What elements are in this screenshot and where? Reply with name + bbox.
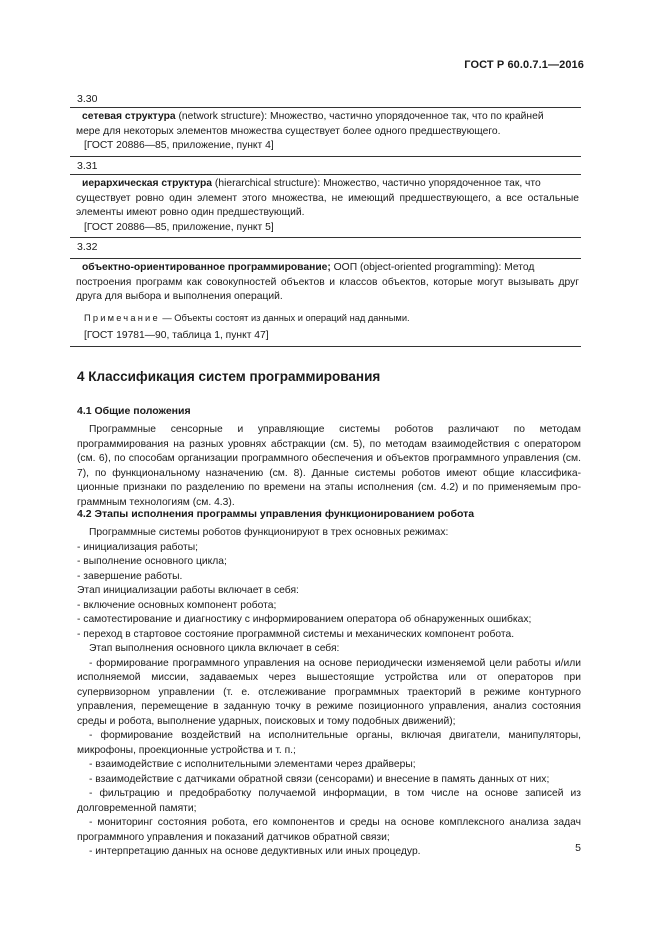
term-number: 3.30 <box>77 93 98 105</box>
list-item: - переход в стартовое состояние программной системы и механических компонент робота. <box>77 628 515 640</box>
definition-continuation: построения программ как совокупностей объектов и классов объектов, которые могут вызывать друг друга для выбора и выполнения операций. <box>76 276 579 302</box>
section-4-2-body <box>77 526 581 860</box>
definition-continuation: существует ровно один элемент этого множества, не имеющий предшествующего, а все остальные элементы имеют ровно один предшествующий. <box>76 192 579 218</box>
list-item: Этап инициализации работы включает в себя: <box>77 585 299 596</box>
term-english: (network structure): <box>175 111 271 122</box>
definition-continuation: мере для некоторых элементов множества существует более одного предшествующего. <box>76 125 501 137</box>
list-item: - инициализация работы; <box>77 541 198 553</box>
term-source: [ГОСТ 20886—85, приложение, пункт 5] <box>84 221 274 233</box>
term-english: ООП (object-oriented programming): <box>330 262 505 273</box>
term-number: 3.32 <box>77 241 98 253</box>
definition-text: Множество, частично упорядоченное так, что по крайней <box>270 111 544 122</box>
definition-text: Множество, частично упорядоченное так, что <box>323 178 541 189</box>
term-name: сетевая структура <box>82 111 176 122</box>
definition-text: Метод <box>504 262 535 273</box>
paragraph: Программные сенсорные и управляющие системы роботов различают по методам программирования на разных уровнях абстракции (см. 5), по методам взаимодействия с оператором (см. 6), по способам организации программного обеспечения и объектов программного управления (см. 7), по функциональному назначению (см. 8). Данные системы роботов имеют общие классификационные признаки по разделению по времени на этапы исполнения (см. 4.2) и по применяемым программным технологиям (см. 4.3). <box>77 424 581 508</box>
list-item: Программные системы роботов функционируют в трех основных режимах: <box>89 527 449 538</box>
term-source: [ГОСТ 20886—85, приложение, пункт 4] <box>84 140 274 151</box>
term-note <box>76 311 579 326</box>
section-4-1-body <box>77 423 581 510</box>
list-item: - взаимодействие с датчиками обратной связи (сенсорами) и внесение в память данных от них; <box>89 773 550 785</box>
list-item: - выполнение основного цикла; <box>77 556 227 567</box>
list-item: Этап выполнения основного цикла включает в себя: <box>89 643 340 654</box>
definition-first-line <box>76 261 579 276</box>
term-source: [ГОСТ 19781—90, таблица 1, пункт 47] <box>84 330 269 341</box>
list-item: - формирование программного управления на основе периодически изменяемой цели работы и/или исполняемой миссии, задаваемых через вышестоящие устройства или от операторов при супервизорном управлении (т. е. отслеживание программных траекторий в режиме контурного управления, перемещение в заданную точку в режиме позиционного управления, анализ состояния среды и робота, выполнение ударных, поисковых и тому подобных движений); <box>77 657 581 727</box>
list-item: - формирование воздействий на исполнительные органы, включая двигатели, манипуляторы, микрофоны, проекционные устройства и т. п.; <box>77 730 581 756</box>
document-header: ГОСТ Р 60.0.7.1—2016 <box>464 59 584 71</box>
list-item: - мониторинг состояния робота, его компонентов и среды на основе комплексного анализа задач программного управления и показаний датчиков обратной связи; <box>77 817 581 843</box>
term-definition-box <box>70 174 581 238</box>
subsection-heading: 4.1 Общие положения <box>77 405 191 417</box>
term-name: объектно-ориентированное программирование; <box>82 262 331 273</box>
definition-first-line <box>76 110 579 125</box>
list-item: - взаимодействие с исполнительными элементами через драйверы; <box>89 759 416 770</box>
term-name: иерархическая структура <box>82 178 213 189</box>
term-definition-box <box>70 258 581 347</box>
subsection-heading: 4.2 Этапы исполнения программы управления функционированием робота <box>77 508 475 520</box>
note-text: — Объекты состоят из данных и операций над данными. <box>159 312 410 323</box>
list-item: - завершение работы. <box>77 570 183 582</box>
note-label: Примечание <box>84 312 160 323</box>
list-item: - самотестирование и диагностику с информированием оператора об обнаруженных ошибках; <box>77 614 532 625</box>
list-item: - фильтрацию и предобработку получаемой информации, в том числе на основе записей из долговременной памяти; <box>77 788 581 814</box>
list-item: - включение основных компонент робота; <box>77 599 277 611</box>
definition-first-line <box>76 177 579 192</box>
term-definition-box <box>70 107 581 157</box>
term-english: (hierarchical structure): <box>212 178 324 189</box>
list-item: - интерпретацию данных на основе дедуктивных или иных процедур. <box>89 846 421 857</box>
page-number: 5 <box>575 842 581 854</box>
term-number: 3.31 <box>77 160 98 172</box>
section-heading: 4 Классификация систем программирования <box>77 369 381 384</box>
